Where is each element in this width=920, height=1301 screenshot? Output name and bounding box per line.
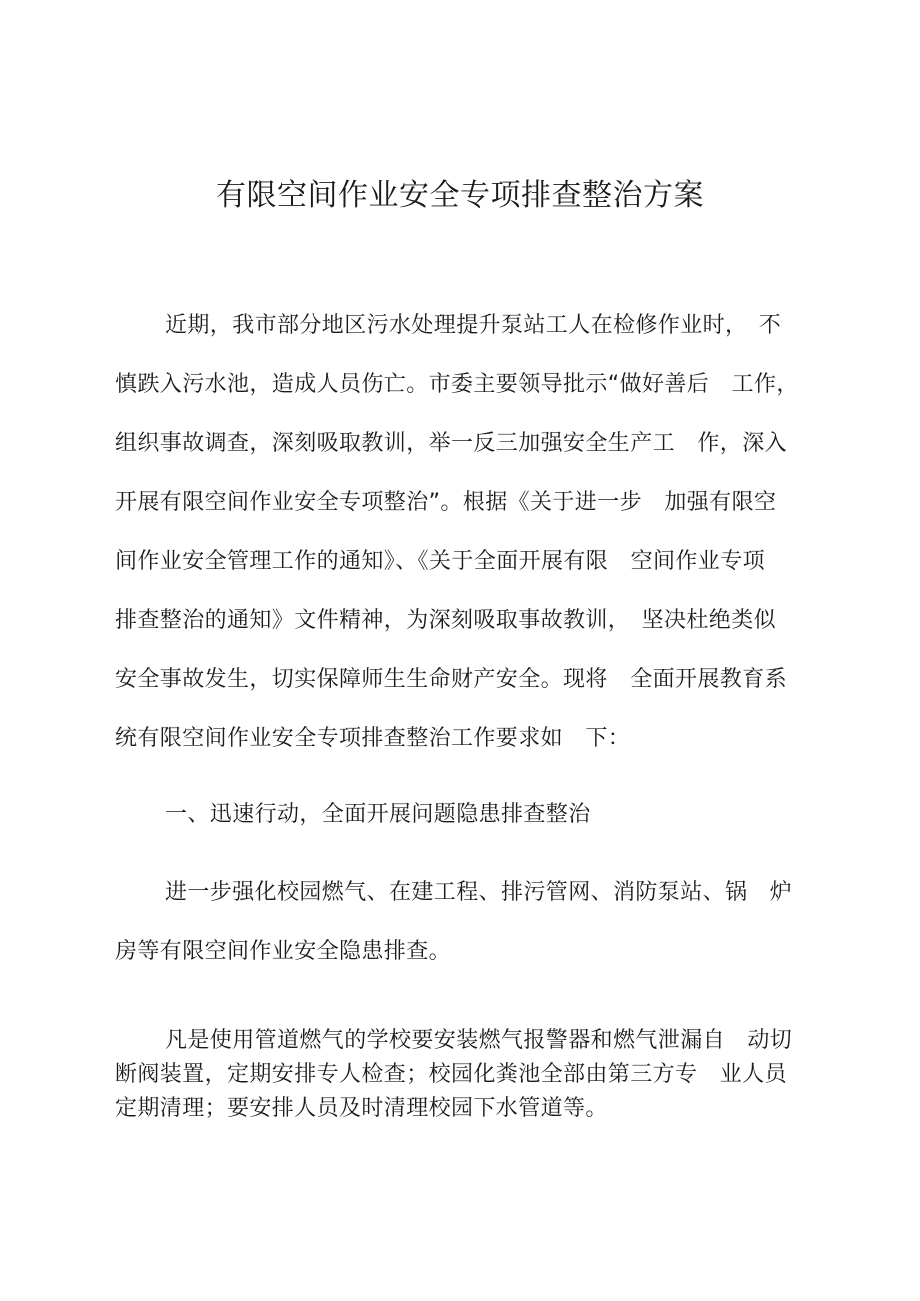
- paragraph-line: 进一步强化校园燃气、在建工程、排污管网、消防泵站、锅 炉: [165, 880, 793, 905]
- paragraph-line: 慎跌入污水池，造成人员伤亡。市委主要领导批示“做好善后 工作，: [115, 372, 799, 397]
- section-1-heading: 一、迅速行动，全面开展问题隐患排查整治: [165, 802, 591, 827]
- paragraph-line: 房等有限空间作业安全隐患排查。: [115, 939, 452, 964]
- paragraph-line: 组织事故调查，深刻吸取教训，举一反三加强安全生产工 作，深入: [115, 431, 788, 456]
- document-title: 有限空间作业安全专项排查整治方案: [216, 178, 704, 213]
- paragraph-line: 断阀装置，定期安排专人检查；校园化粪池全部由第三方专 业人员: [115, 1062, 788, 1087]
- paragraph-line: 排查整治的通知》文件精神，为深刻吸取事故教训， 坚决杜绝类似: [115, 608, 777, 633]
- paragraph-line: 安全事故发生，切实保障师生生命财产安全。现将 全面开展教育系: [115, 667, 788, 692]
- paragraph-line: 开展有限空间作业安全专项整治”。根据《关于进一步 加强有限空: [115, 490, 777, 515]
- paragraph-line: 近期，我市部分地区污水处理提升泵站工人在检修作业时， 不: [165, 313, 782, 338]
- intro-paragraph: [115, 296, 815, 768]
- paragraph-line: 凡是使用管道燃气的学校要安装燃气报警器和燃气泄漏自 动切: [165, 1028, 793, 1053]
- section-1-paragraph: [115, 863, 815, 981]
- section-1-paragraph-2: [115, 1024, 815, 1126]
- section-heading: [115, 785, 815, 844]
- paragraph-line: 统有限空间作业安全专项排查整治工作要求如 下：: [115, 726, 631, 751]
- paragraph-line: 定期清理；要安排人员及时清理校园下水管道等。: [115, 1096, 608, 1121]
- paragraph-line: 间作业安全管理工作的通知》、《关于全面开展有限 空间作业专项: [115, 549, 766, 574]
